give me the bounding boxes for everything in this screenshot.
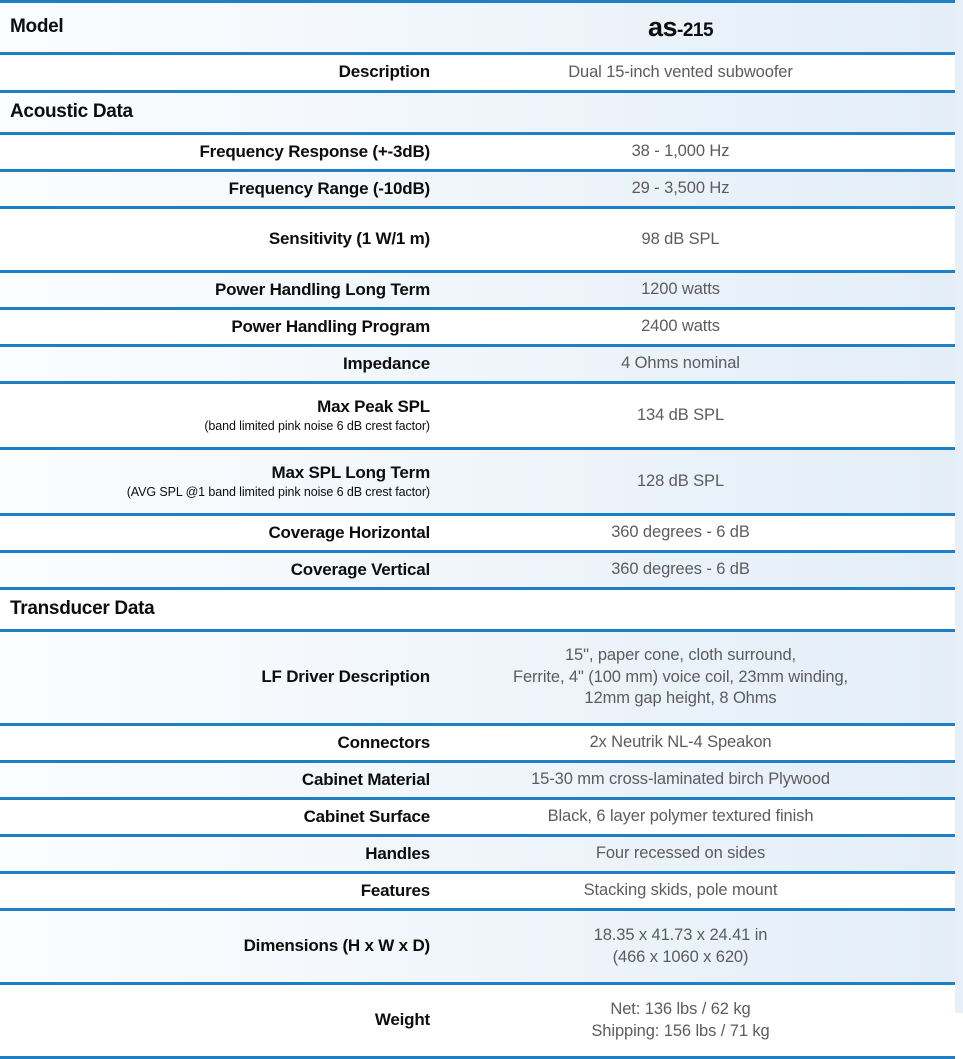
table-row-connectors	[0, 726, 955, 763]
row-label: Coverage Vertical	[290, 559, 430, 579]
row-value: 2400 watts	[641, 317, 720, 336]
row-label-group	[0, 463, 434, 501]
row-value: 15-30 mm cross-laminated birch Plywood	[531, 770, 830, 789]
row-label: Connectors	[337, 732, 430, 752]
row-value-line: Ferrite, 4" (100 mm) voice coil, 23mm winding,	[512, 667, 849, 686]
row-label: Power Handling Program	[231, 316, 430, 336]
row-value-line: 12mm gap height, 8 Ohms	[584, 689, 777, 708]
row-label: Power Handling Long Term	[215, 279, 430, 299]
row-value: Black, 6 layer polymer textured finish	[547, 807, 814, 826]
row-value: 1200 watts	[641, 280, 720, 299]
row-label: Weight	[374, 1010, 430, 1030]
table-row-power-handling-long-term	[0, 273, 955, 310]
model-name-cell	[434, 10, 955, 45]
row-label: Cabinet Material	[301, 769, 430, 789]
row-value-line: Net: 136 lbs / 62 kg	[610, 1000, 751, 1019]
table-row-coverage-vertical	[0, 553, 955, 590]
row-value: 360 degrees - 6 dB	[611, 560, 750, 579]
row-value-group	[434, 925, 955, 968]
row-value: Stacking skids, pole mount	[583, 881, 778, 900]
row-value-line: 18.35 x 41.73 x 24.41 in	[593, 926, 768, 945]
row-label: Description	[338, 62, 430, 82]
row-label: Impedance	[342, 353, 430, 373]
table-row-dimensions	[0, 911, 955, 985]
table-row-power-handling-program	[0, 310, 955, 347]
table-row-description	[0, 55, 955, 93]
table-row-sensitivity	[0, 209, 955, 273]
row-value: 134 dB SPL	[636, 405, 725, 424]
row-label: LF Driver Description	[261, 667, 430, 687]
row-value: Dual 15-inch vented subwoofer	[568, 62, 793, 81]
table-row-cabinet-material	[0, 763, 955, 800]
table-row-weight	[0, 985, 955, 1059]
table-row-lf-driver-description	[0, 632, 955, 726]
model-name-main: as	[647, 11, 677, 42]
table-row-impedance	[0, 347, 955, 384]
row-label: Frequency Response (+-3dB)	[199, 141, 430, 161]
table-row-model	[0, 0, 955, 55]
row-value-line: Shipping: 156 lbs / 71 kg	[591, 1021, 770, 1040]
row-value-line: 15", paper cone, cloth surround,	[564, 646, 797, 665]
row-label: Max SPL Long Term	[271, 462, 430, 482]
row-sub-label: (band limited pink noise 6 dB crest factor)	[204, 418, 430, 433]
section-header-acoustic-data	[0, 93, 955, 135]
row-label: Max Peak SPL	[317, 396, 430, 416]
row-value-group	[434, 645, 955, 709]
right-edge-bleed	[954, 0, 963, 1013]
table-row-features	[0, 874, 955, 911]
row-value: 4 Ohms nominal	[621, 354, 740, 373]
row-value: 360 degrees - 6 dB	[611, 523, 750, 542]
row-label: Coverage Horizontal	[268, 522, 430, 542]
table-row-frequency-range	[0, 172, 955, 209]
row-label: Frequency Range (-10dB)	[228, 178, 430, 198]
table-row-coverage-horizontal	[0, 516, 955, 553]
row-value-line: (466 x 1060 x 620)	[612, 947, 749, 966]
section-heading: Acoustic Data	[10, 101, 133, 123]
table-row-max-spl-long-term	[0, 450, 955, 516]
row-value: 29 - 3,500 Hz	[631, 179, 730, 198]
row-value: 128 dB SPL	[636, 471, 725, 490]
row-label: Handles	[365, 843, 430, 863]
row-value: 98 dB SPL	[641, 229, 720, 248]
row-value: 2x Neutrik NL-4 Speakon	[589, 733, 772, 752]
table-row-cabinet-surface	[0, 800, 955, 837]
model-name-suffix: -215	[677, 19, 714, 41]
row-label-group	[0, 397, 434, 435]
model-label: Model	[10, 16, 64, 38]
row-label: Sensitivity (1 W/1 m)	[268, 229, 430, 249]
row-value-group	[434, 999, 955, 1042]
section-header-transducer-data	[0, 590, 955, 632]
row-label: Cabinet Surface	[303, 806, 430, 826]
section-heading: Transducer Data	[10, 598, 155, 620]
row-label: Features	[360, 880, 430, 900]
model-name	[647, 11, 714, 42]
table-row-frequency-response	[0, 135, 955, 172]
row-sub-label: (AVG SPL @1 band limited pink noise 6 dB crest factor)	[126, 484, 430, 499]
row-label: Dimensions (H x W x D)	[243, 936, 430, 956]
row-value: Four recessed on sides	[595, 844, 766, 863]
table-row-max-peak-spl	[0, 384, 955, 450]
table-row-handles	[0, 837, 955, 874]
row-value: 38 - 1,000 Hz	[631, 142, 730, 161]
